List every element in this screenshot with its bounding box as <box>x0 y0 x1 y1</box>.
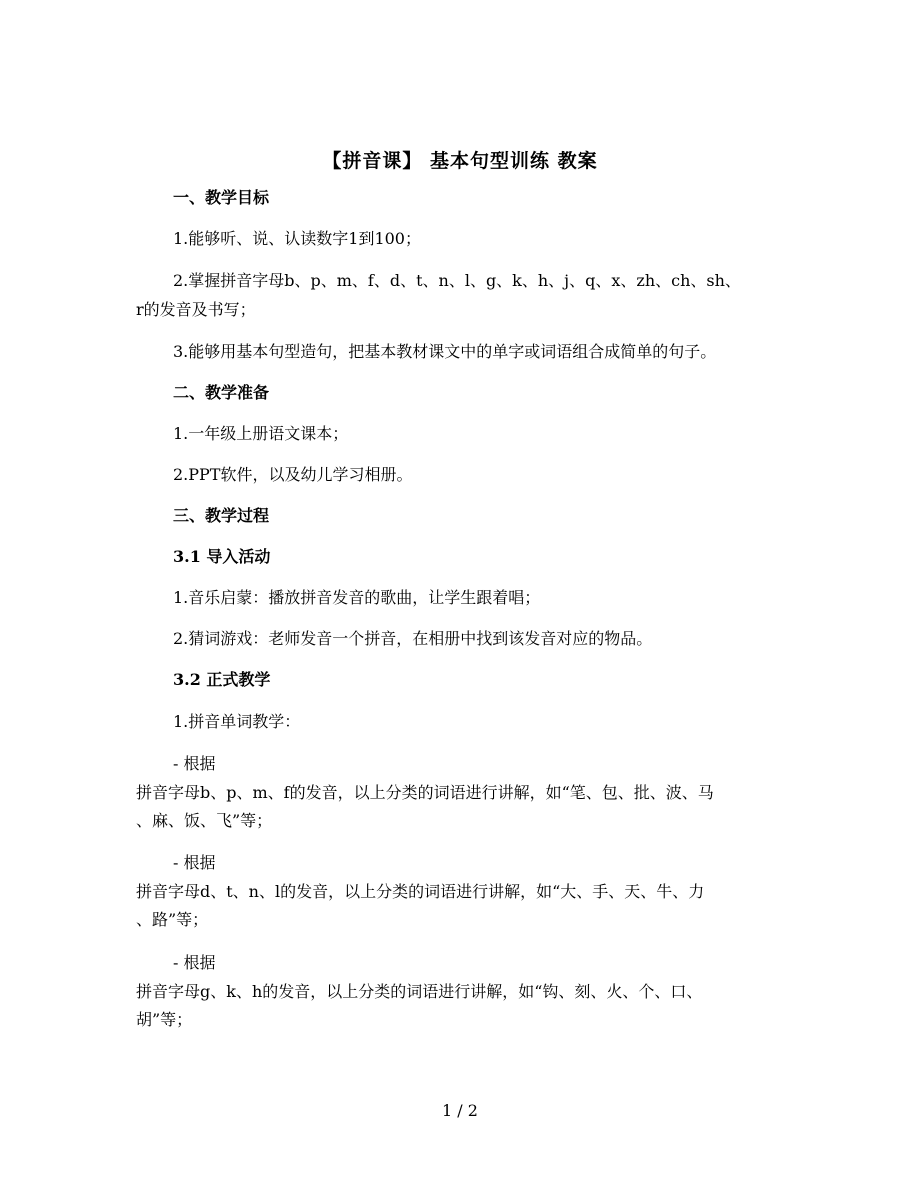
bullet-text: 胡”等； <box>136 1010 193 1029</box>
section-heading-preparation: 二、教学准备 <box>173 383 270 402</box>
list-item-continuation: r的发音及书写； <box>136 300 256 319</box>
list-item: 1.一年级上册语文课本； <box>173 424 349 443</box>
bullet-lead: - 根据 <box>173 953 216 972</box>
list-item: 2.PPT软件，以及幼儿学习相册。 <box>173 465 413 484</box>
bullet-text: 、麻、饭、飞”等； <box>136 811 273 830</box>
list-item: 1.拼音单词教学： <box>173 712 301 731</box>
bullet-text: 拼音字母g、k、h的发音，以上分类的词语进行讲解，如“钩、刻、火、个、口、 <box>136 982 703 1001</box>
document-title: 【拼音课】 基本句型训练 教案 <box>322 150 598 172</box>
bullet-text: 拼音字母b、p、m、f的发音，以上分类的词语进行讲解，如“笔、包、批、波、马 <box>136 783 714 802</box>
subsection-heading-intro-activity: 3.1 导入活动 <box>173 547 271 566</box>
list-item: 1.能够听、说、认读数字1到100； <box>173 229 421 248</box>
bullet-lead: - 根据 <box>173 754 216 773</box>
bullet-lead: - 根据 <box>173 853 216 872</box>
section-heading-objectives: 一、教学目标 <box>173 188 270 207</box>
bullet-text: 、路”等； <box>136 910 209 929</box>
list-item: 1.音乐启蒙：播放拼音发音的歌曲，让学生跟着唱； <box>173 588 541 607</box>
list-item: 2.猜词游戏：老师发音一个拼音，在相册中找到该发音对应的物品。 <box>173 629 653 648</box>
page-number: 1 / 2 <box>442 1101 478 1120</box>
list-item: 2.掌握拼音字母b、p、m、f、d、t、n、l、g、k、h、j、q、x、zh、ch、sh、 <box>173 271 741 290</box>
subsection-heading-formal-teaching: 3.2 正式教学 <box>173 670 271 689</box>
bullet-text: 拼音字母d、t、n、l的发音，以上分类的词语进行讲解，如“大、手、天、牛、力 <box>136 882 705 901</box>
list-item: 3.能够用基本句型造句，把基本教材课文中的单字或词语组合成简单的句子。 <box>173 342 717 361</box>
section-heading-process: 三、教学过程 <box>173 506 270 525</box>
